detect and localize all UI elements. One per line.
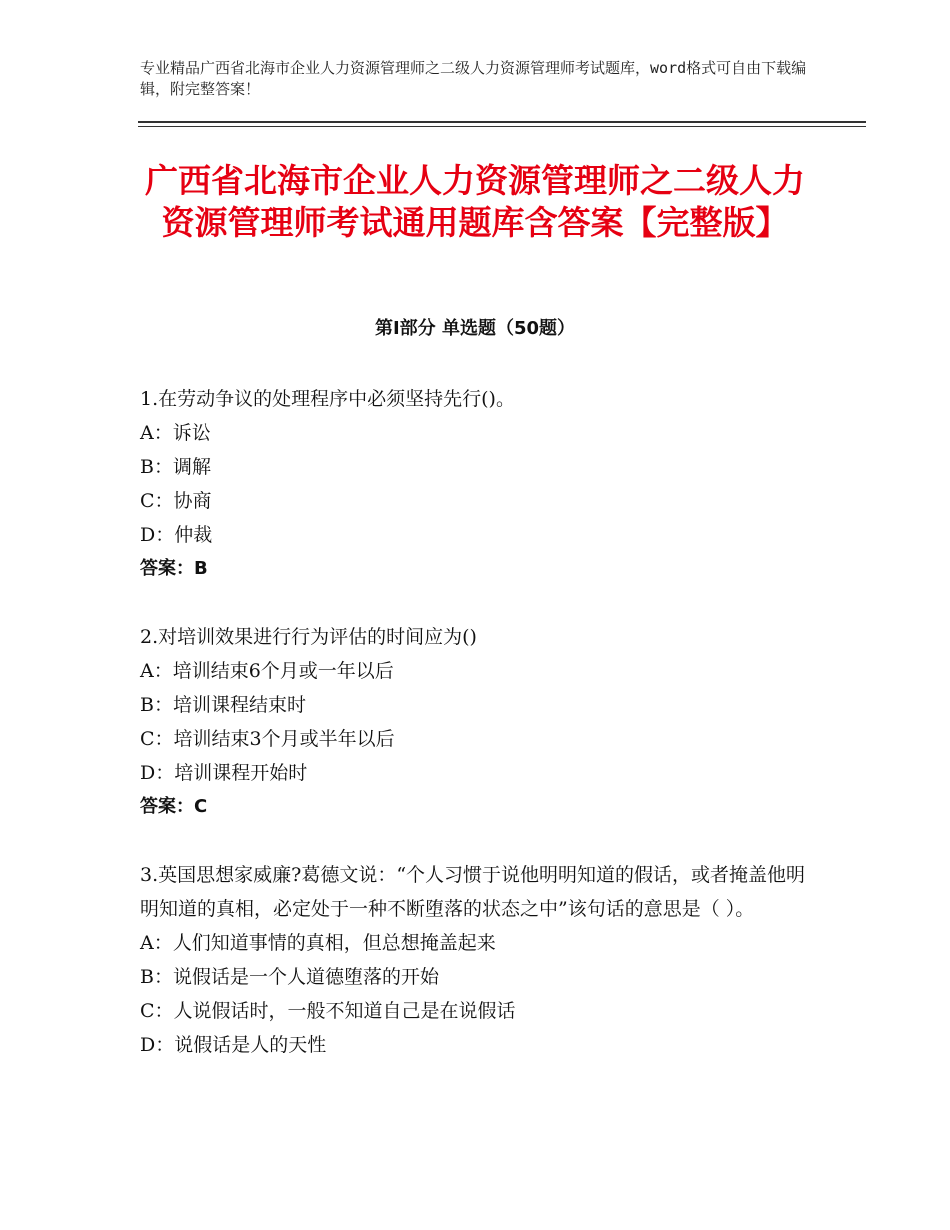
option-b: B：调解 <box>140 456 211 478</box>
question-list <box>140 382 820 1096</box>
question-2 <box>140 620 820 824</box>
option-a: A：培训结束6个月或一年以后 <box>140 660 394 682</box>
option-b: B：说假话是一个人道德堕落的开始 <box>140 966 439 988</box>
section-title: 第Ⅰ部分 单选题（50题） <box>374 318 575 339</box>
question-3 <box>140 858 820 1062</box>
answer: 答案：B <box>140 558 208 579</box>
question-stem: 2.对培训效果进行行为评估的时间应为() <box>140 626 477 648</box>
question-stem: 3.英国思想家威廉?葛德文说：“个人习惯于说他明明知道的假话，或者掩盖他明明知道的真相，必定处于一种不断堕落的状态之中”该句话的意思是（ ）。 <box>140 864 806 920</box>
option-c: C：人说假话时，一般不知道自己是在说假话 <box>140 1000 516 1022</box>
option-d: D：仲裁 <box>140 524 213 546</box>
option-c: C：培训结束3个月或半年以后 <box>140 728 395 750</box>
document-title: 广西省北海市企业人力资源管理师之二级人力资源管理师考试通用题库含答案【完整版】 <box>145 161 805 242</box>
header-rule-thin <box>138 126 866 127</box>
option-a: A：人们知道事情的真相，但总想掩盖起来 <box>140 932 496 954</box>
question-stem: 1.在劳动争议的处理程序中必须坚持先行()。 <box>140 388 515 410</box>
option-a: A：诉讼 <box>140 422 211 444</box>
question-1 <box>140 382 820 586</box>
option-b: B：培训课程结束时 <box>140 694 306 716</box>
header-rule-thick <box>138 121 866 123</box>
option-c: C：协商 <box>140 490 212 512</box>
header-note: 专业精品广西省北海市企业人力资源管理师之二级人力资源管理师考试题库，word格式可自由下载编辑，附完整答案！ <box>140 59 807 98</box>
answer: 答案：C <box>140 796 208 817</box>
option-d: D：培训课程开始时 <box>140 762 308 784</box>
option-d: D：说假话是人的天性 <box>140 1034 327 1056</box>
